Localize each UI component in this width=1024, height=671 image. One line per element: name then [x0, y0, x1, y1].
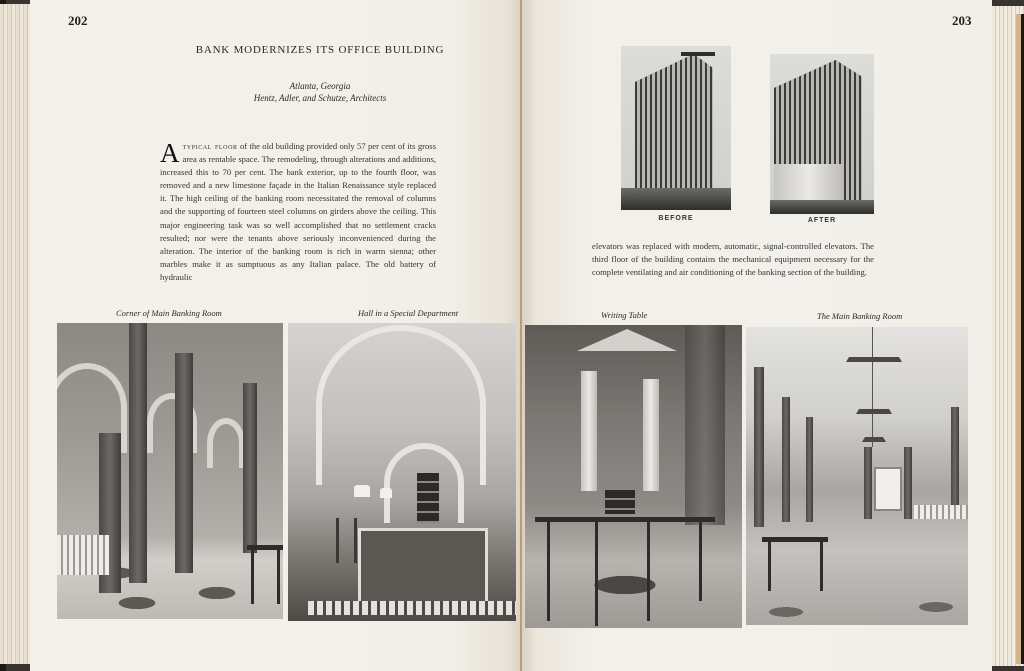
lead-in: typical floor — [182, 141, 238, 151]
balustrade — [57, 535, 109, 575]
article-location: Atlanta, Georgia — [289, 81, 351, 91]
lamp — [380, 488, 392, 498]
drop-cap: A — [160, 138, 180, 168]
column — [243, 383, 257, 553]
photo-caption-main-banking-room: The Main Banking Room — [817, 311, 903, 321]
column — [754, 367, 764, 527]
body-text-left: of the old building provided only 57 per cent of its gross area as rentable space. The remodeling, through alterations and additions, increased this to 70 per cent. The bank exterior, up to the fourth floor, was removed and a new limestone façade in the Italian Renaissance style replaced it. The high ceiling of the banking room necessitated the removal of columns and the supporting of fourteen steel columns on girders above the ceiling. This major engineering task was so well accomplished that no settlement cracks resulted; nor were the tenants above seriously inconvenienced during the alteration. The interior of the banking room is rich in warm sienna; other marbles make it as sumptuous as any Italian palace. The old battery of hydraulic — [160, 141, 437, 282]
street — [621, 188, 731, 210]
photo-building-before — [621, 46, 731, 210]
table-leg — [595, 521, 598, 626]
page-number-left: 202 — [68, 13, 88, 28]
table-leg — [820, 541, 823, 591]
chandelier-chain — [872, 327, 873, 447]
photo-hall-in-special-department — [288, 323, 516, 621]
column — [129, 323, 147, 583]
street — [770, 200, 874, 214]
photo-caption-corner: Corner of Main Banking Room — [116, 308, 222, 318]
door — [417, 473, 439, 523]
table-leg — [647, 521, 650, 621]
column — [951, 407, 959, 517]
column — [904, 447, 912, 519]
article-architects: Hentz, Adler, and Schutze, Architects — [253, 93, 387, 103]
marble-column — [581, 371, 597, 491]
chandelier — [846, 357, 902, 362]
lamp — [354, 485, 370, 497]
teller-rail — [914, 505, 968, 519]
column — [175, 353, 193, 573]
dark-pilaster — [685, 325, 725, 525]
photo-main-banking-room — [746, 327, 968, 625]
photo-writing-table — [525, 325, 742, 628]
photo-caption-writing-table: Writing Table — [601, 310, 648, 320]
arched-window — [874, 467, 902, 511]
pediment — [577, 329, 677, 351]
article-title: BANK MODERNIZES ITS OFFICE BUILDING — [195, 44, 445, 56]
inkstand — [605, 490, 635, 514]
article-body-right: elevators was replaced with modern, automatic, signal-controlled elevators. The third floor of the building contains the mechanical equipment necessary for the complete ventilating and air conditioning of the banking section of the building. — [592, 241, 874, 278]
cornice — [681, 52, 715, 56]
writing-table-top — [535, 517, 715, 522]
table-leg — [277, 549, 280, 604]
table-leg — [768, 541, 771, 591]
floor-runner — [358, 528, 488, 608]
book-cover-edge-right — [1016, 14, 1024, 664]
right-page — [522, 0, 992, 671]
table — [762, 537, 828, 542]
column — [806, 417, 813, 522]
greek-key-border — [308, 601, 516, 615]
table-leg — [547, 521, 550, 621]
column — [782, 397, 790, 522]
article-body-left — [160, 140, 436, 284]
column — [864, 447, 872, 519]
table-leg — [699, 521, 702, 601]
chair — [336, 518, 339, 563]
photo-building-after — [770, 54, 874, 214]
chandelier — [862, 437, 886, 442]
photo-corner-of-main-banking-room — [57, 323, 283, 619]
limestone-facade — [774, 164, 844, 200]
left-page — [30, 0, 522, 671]
building-tower — [635, 54, 713, 194]
table-leg — [251, 549, 254, 604]
photo-caption-hall: Hall in a Special Department — [358, 308, 459, 318]
chandelier — [856, 409, 892, 414]
marble-column — [643, 379, 659, 491]
photo-label-before: BEFORE — [658, 215, 694, 222]
arch — [207, 418, 245, 468]
photo-label-after: AFTER — [807, 217, 837, 224]
chair — [354, 518, 357, 563]
page-number-right: 203 — [952, 13, 972, 28]
